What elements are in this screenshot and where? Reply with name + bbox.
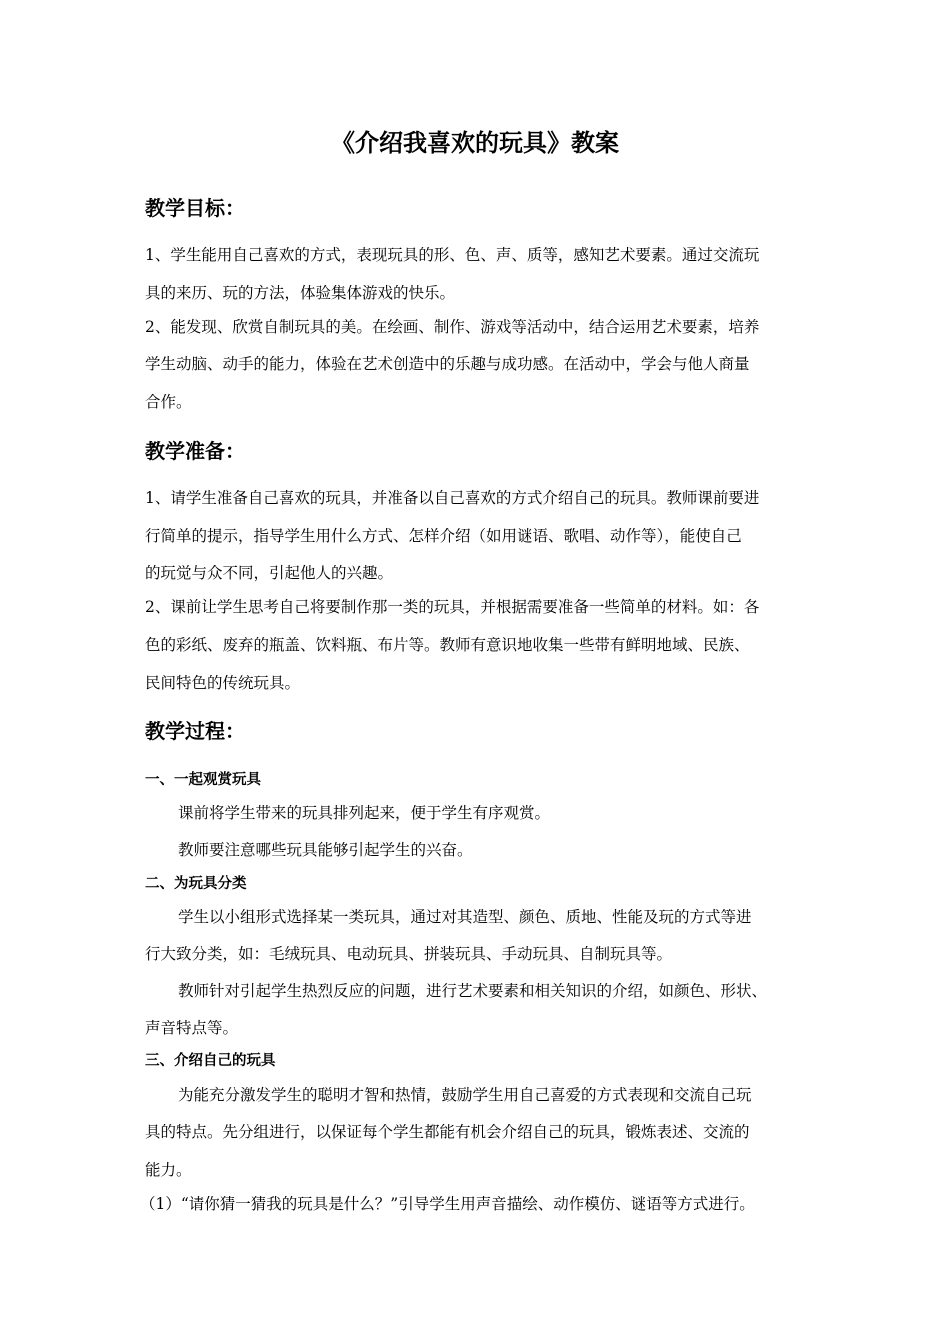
objectives-heading: 教学目标： [145, 196, 245, 220]
process-heading: 教学过程： [145, 719, 245, 743]
objectives-line-5: 合作。 [145, 393, 192, 411]
section-3-line-1: 为能充分激发学生的聪明才智和热情，鼓励学生用自己喜爱的方式表现和交流自己玩 [178, 1086, 752, 1104]
document-title: 《介绍我喜欢的玩具》教案 [331, 128, 619, 157]
section-2-line-2: 行大致分类，如：毛绒玩具、电动玩具、拼装玩具、手动玩具、自制玩具等。 [145, 945, 673, 963]
section-2-line-4: 声音特点等。 [145, 1019, 239, 1037]
objectives-line-4: 学生动脑、动手的能力，体验在艺术创造中的乐趣与成功感。在活动中，学会与他人商量 [145, 355, 750, 373]
preparation-heading: 教学准备： [145, 439, 245, 463]
section-2-line-1: 学生以小组形式选择某一类玩具，通过对其造型、颜色、质地、性能及玩的方式等进 [178, 908, 752, 926]
section-1-heading: 一、一起观赏玩具 [145, 771, 261, 788]
preparation-line-4: 2、课前让学生思考自己将要制作那一类的玩具，并根据需要准备一些简单的材料。如：各 [145, 598, 760, 616]
section-3-line-2: 具的特点。先分组进行，以保证每个学生都能有机会介绍自己的玩具，锻炼表述、交流的 [145, 1123, 750, 1141]
section-2-heading: 二、为玩具分类 [145, 875, 247, 892]
section-1-line-1: 课前将学生带来的玩具排列起来，便于学生有序观赏。 [178, 804, 551, 822]
objectives-line-3: 2、能发现、欣赏自制玩具的美。在绘画、制作、游戏等活动中，结合运用艺术要素，培养 [145, 318, 760, 336]
preparation-line-6: 民间特色的传统玩具。 [145, 674, 301, 692]
preparation-line-3: 的玩觉与众不同，引起他人的兴趣。 [145, 564, 394, 582]
section-3-heading: 三、介绍自己的玩具 [145, 1052, 276, 1069]
section-3-line-4: （1）“请你猜一猜我的玩具是什么？”引导学生用声音描绘、动作模仿、谜语等方式进行。 [140, 1195, 755, 1213]
section-2-line-3: 教师针对引起学生热烈反应的问题，进行艺术要素和相关知识的介绍，如颜色、形状、 [178, 982, 768, 1000]
preparation-line-1: 1、请学生准备自己喜欢的玩具，并准备以自己喜欢的方式介绍自己的玩具。教师课前要进 [145, 489, 760, 507]
objectives-line-1: 1、学生能用自己喜欢的方式，表现玩具的形、色、声、质等，感知艺术要素。通过交流玩 [145, 246, 760, 264]
preparation-line-2: 行简单的提示，指导学生用什么方式、怎样介绍（如用谜语、歌唱、动作等），能使自己 [145, 527, 742, 545]
objectives-line-2: 具的来历、玩的方法，体验集体游戏的快乐。 [145, 284, 456, 302]
section-1-line-2: 教师要注意哪些玩具能够引起学生的兴奋。 [178, 841, 473, 859]
section-3-line-3: 能力。 [145, 1161, 192, 1179]
preparation-line-5: 色的彩纸、废弃的瓶盖、饮料瓶、布片等。教师有意识地收集一些带有鲜明地域、民族、 [145, 636, 750, 654]
